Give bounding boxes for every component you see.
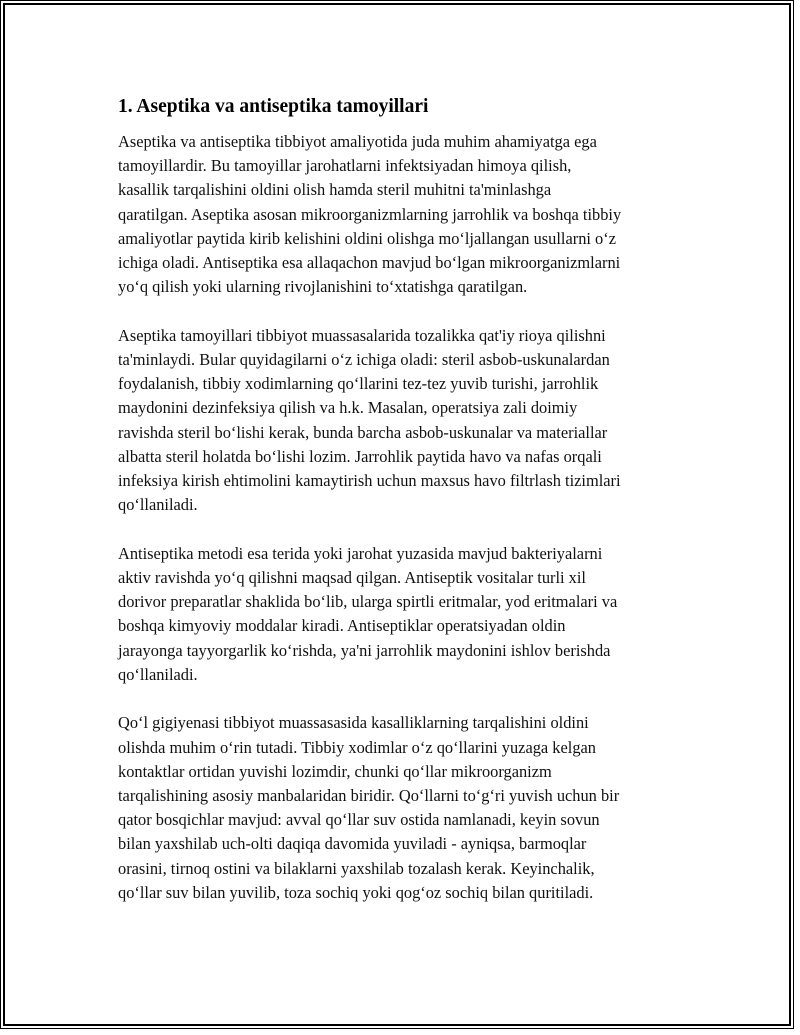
paragraph-4: [118, 711, 698, 905]
text-line: yo‘q qilish yoki ularning rivojlanishini to‘xtatishga qaratilgan.: [118, 277, 528, 297]
text-line: aktiv ravishda yo‘q qilishni maqsad qilgan. Antiseptik vositalar turli xil: [118, 568, 586, 588]
paragraph-3: [118, 542, 698, 687]
text-line: qator bosqichlar mavjud: avval qo‘llar suv ostida namlanadi, keyin sovun: [118, 810, 600, 830]
text-line: maydonini dezinfeksiya qilish va h.k. Masalan, operatsiya zali doimiy: [118, 398, 578, 418]
text-line: foydalanish, tibbiy xodimlarning qo‘llarini tez-tez yuvib turishi, jarrohlik: [118, 374, 599, 394]
text-line: orasini, tirnoq ostini va bilaklarni yaxshilab tozalash kerak. Keyinchalik,: [118, 858, 595, 878]
text-line: dorivor preparatlar shaklida bo‘lib, ularga spirtli eritmalar, yod eritmalari va: [118, 592, 618, 612]
paragraph-1: [118, 130, 698, 299]
text-line: albatta steril holatda bo‘lishi lozim. Jarrohlik paytida havo va nafas orqali: [118, 446, 602, 466]
text-line: bilan yaxshilab uch-olti daqiqa davomida yuviladi - ayniqsa, barmoqlar: [118, 834, 587, 854]
text-line: qo‘llar suv bilan yuvilib, toza sochiq yoki qog‘oz sochiq bilan quritiladi.: [118, 882, 594, 902]
text-line: kasallik tarqalishini oldini olish hamda steril muhitni ta'minlashga: [118, 180, 552, 200]
document-body: [118, 94, 698, 905]
text-line: ichiga oladi. Antiseptika esa allaqachon mavjud bo‘lgan mikroorganizmlarni: [118, 253, 621, 273]
text-line: Antiseptika metodi esa terida yoki jarohat yuzasida mavjud bakteriyalarni: [118, 543, 603, 563]
text-line: ta'minlaydi. Bular quyidagilarni o‘z ichiga oladi: steril asbob-uskunalardan: [118, 350, 610, 370]
text-line: infeksiya kirish ehtimolini kamaytirish uchun maxsus havo filtrlash tizimlari: [118, 471, 621, 491]
text-line: amaliyotlar paytida kirib kelishini oldini olishga mo‘ljallangan usullarni o‘z: [118, 228, 616, 248]
text-line: Aseptika va antiseptika tibbiyot amaliyotida juda muhim ahamiyatga ega: [118, 132, 597, 151]
text-line: Aseptika tamoyillari tibbiyot muassasalarida tozalikka qat'iy rioya qilishni: [118, 325, 606, 345]
text-line: kontaktlar ortidan yuvishi lozimdir, chunki qo‘llar mikroorganizm: [118, 761, 552, 781]
text-line: ravishda steril bo‘lishi kerak, bunda barcha asbob-uskunalar va materiallar: [118, 422, 608, 442]
text-line: olishda muhim o‘rin tutadi. Tibbiy xodimlar o‘z qo‘llarini yuzaga kelgan: [118, 737, 596, 757]
text-line: jarayonga tayyorgarlik ko‘rishda, ya'ni jarrohlik maydonini ishlov berishda: [118, 640, 611, 660]
text-line: Qo‘l gigiyenasi tibbiyot muassasasida kasalliklarning tarqalishini oldini: [118, 713, 589, 733]
text-line: qo‘llaniladi.: [118, 664, 198, 684]
text-line: qo‘llaniladi.: [118, 495, 198, 515]
section-heading: 1. Aseptika va antiseptika tamoyillari: [118, 96, 429, 117]
text-line: tarqalishining asosiy manbalaridan biridir. Qo‘llarni to‘g‘ri yuvish uchun bir: [118, 786, 620, 806]
paragraph-2: [118, 324, 698, 518]
text-line: boshqa kimyoviy moddalar kiradi. Antiseptiklar operatsiyadan oldin: [118, 616, 566, 636]
text-line: tamoyillardir. Bu tamoyillar jarohatlarni infektsiyadan himoya qilish,: [118, 156, 572, 176]
paragraphs: [118, 130, 698, 905]
text-line: qaratilgan. Aseptika asosan mikroorganizmlarning jarrohlik va boshqa tibbiy: [118, 204, 622, 224]
